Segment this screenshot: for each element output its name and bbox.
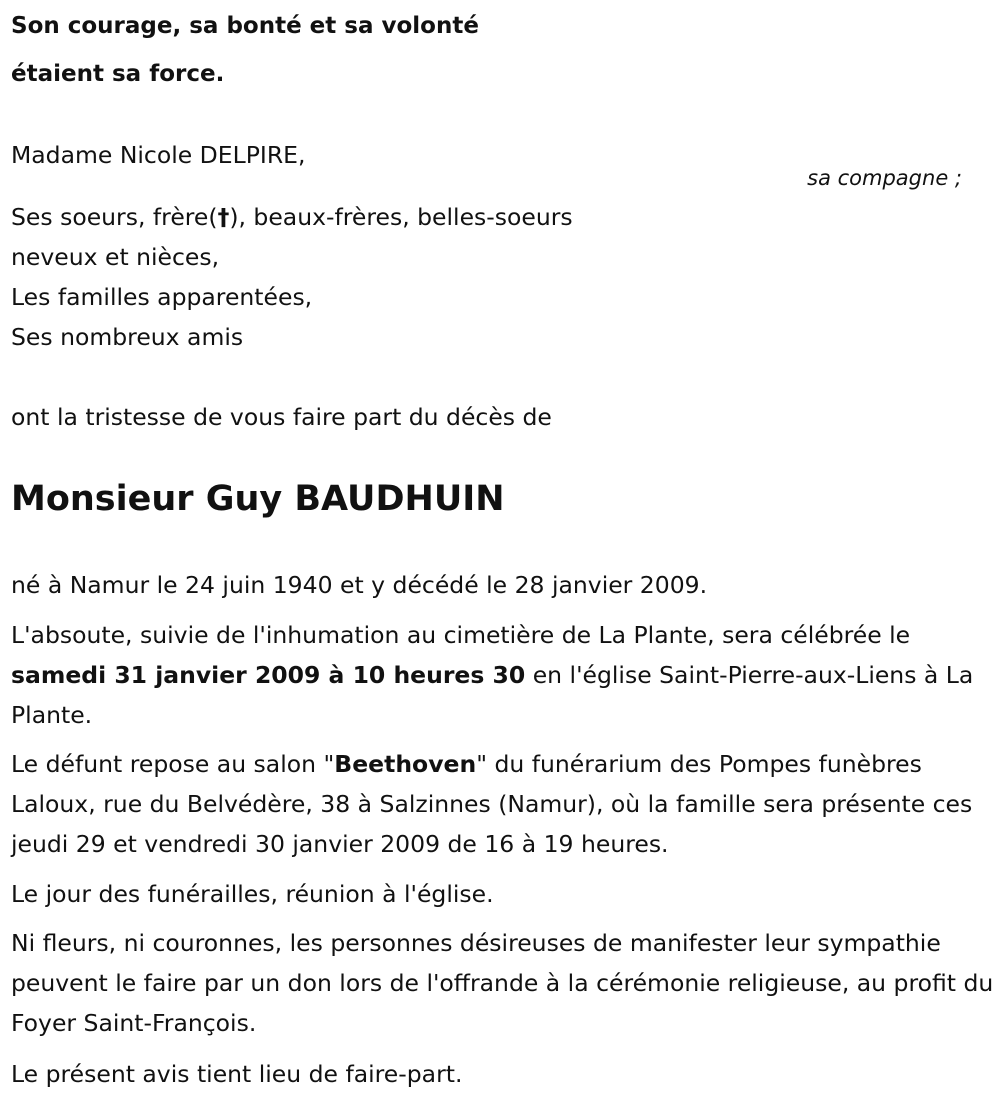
- companion-role: sa compagne ;: [807, 166, 962, 190]
- announcement: ont la tristesse de vous faire part du décès de: [11, 403, 552, 431]
- viewing-after: " du funérarium des Pompes funèbres Laloux, rue du Belvédère, 38 à Salzinnes (Namur), où la famille sera présente ces jeudi 29 et vendredi 30 janvier 2009 de 16 à 19 heures.: [11, 750, 973, 858]
- siblings-before: Ses soeurs, frère(: [11, 203, 218, 231]
- birth-death: né à Namur le 24 juin 1940 et y décédé le 28 janvier 2009.: [11, 571, 708, 599]
- viewing-salon: Beethoven: [334, 750, 477, 778]
- ceremony-after: en l'église Saint-Pierre-aux-Liens à La Plante.: [11, 661, 974, 729]
- siblings-after: ), beaux-frères, belles-soeurs: [229, 203, 573, 231]
- ceremony-date-time: samedi 31 janvier 2009 à 10 heures 30: [11, 661, 526, 689]
- siblings-line: [11, 197, 573, 237]
- ceremony-paragraph: [11, 615, 996, 735]
- meeting-line: Le jour des funérailles, réunion à l'église.: [11, 880, 494, 908]
- notice-line: Le présent avis tient lieu de faire-part.: [11, 1060, 463, 1088]
- nephews-line: neveux et nièces,: [11, 243, 220, 271]
- motto-line-1: Son courage, sa bonté et sa volonté: [11, 13, 479, 39]
- deceased-name: Monsieur Guy BAUDHUIN: [11, 479, 505, 519]
- cross-icon: †: [217, 203, 230, 231]
- families-line: Les familles apparentées,: [11, 283, 313, 311]
- donations-paragraph: Ni fleurs, ni couronnes, les personnes désireuses de manifester leur sympathie peuvent le faire par un don lors de l'offrande à la cérémonie religieuse, au profit du Foyer Saint-François.: [11, 929, 994, 1037]
- companion-name: Madame Nicole DELPIRE,: [11, 141, 306, 169]
- motto-line-2: étaient sa force.: [11, 61, 225, 87]
- friends-line: Ses nombreux amis: [11, 323, 244, 351]
- ceremony-before: L'absoute, suivie de l'inhumation au cimetière de La Plante, sera célébrée le: [11, 621, 911, 649]
- viewing-paragraph: [11, 744, 996, 864]
- viewing-before: Le défunt repose au salon ": [11, 750, 335, 778]
